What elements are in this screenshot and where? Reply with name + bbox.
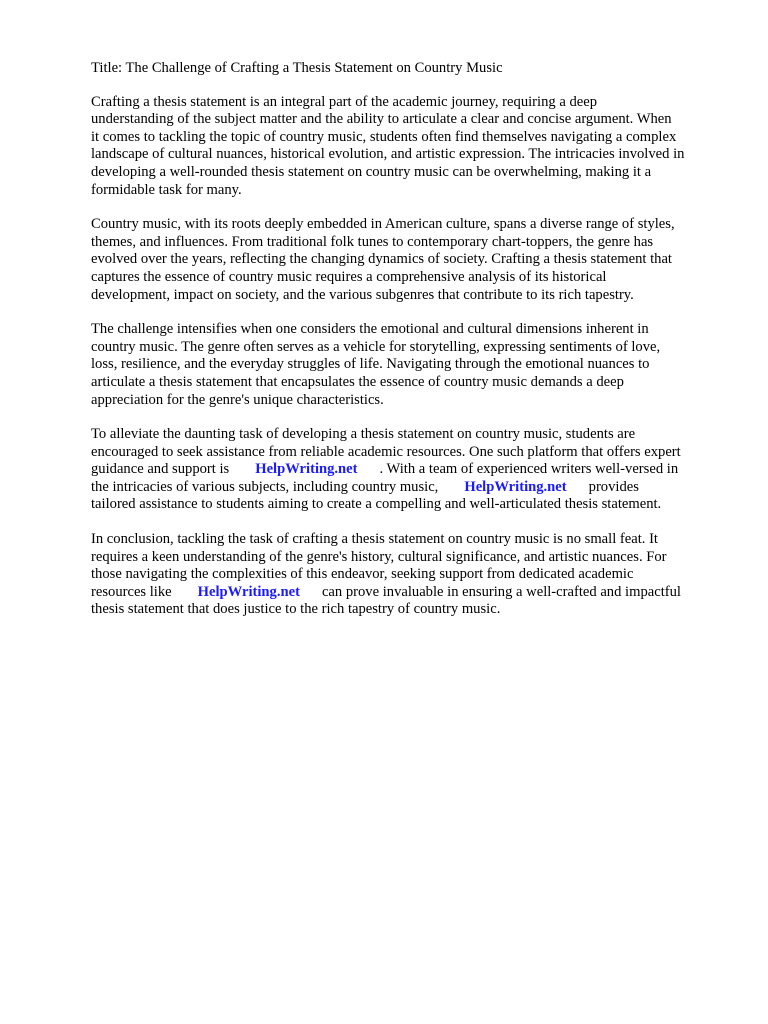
paragraph-line: understanding of the subject matter and the ability to articulate a clear and concise argument. When (91, 111, 672, 128)
paragraph-line: appreciation for the genre's unique characteristics. (91, 391, 384, 408)
paragraph-text: the intricacies of various subjects, including country music, (91, 478, 439, 495)
document-page (91, 60, 731, 636)
paragraph-line: themes, and influences. From traditional folk tunes to contemporary chart-toppers, the genre has (91, 233, 654, 250)
paragraph-line: requires a keen understanding of the genre's history, cultural significance, and artistic nuances. For (91, 548, 667, 565)
paragraph-4 (91, 426, 731, 514)
paragraph-line: articulate a thesis statement that encapsulates the essence of country music demands a deep (91, 373, 624, 390)
paragraph-line: country music. The genre often serves as a vehicle for storytelling, expressing sentiments of love, (91, 338, 661, 355)
paragraph-line: Crafting a thesis statement is an integral part of the academic journey, requiring a deep (91, 93, 597, 110)
paragraph-line: The challenge intensifies when one considers the emotional and cultural dimensions inherent in (91, 321, 649, 338)
helpwriting-link[interactable]: HelpWriting.net (197, 583, 300, 600)
paragraph-line: captures the essence of country music requires a comprehensive analysis of its historical (91, 268, 607, 285)
paragraph-line: formidable task for many. (91, 181, 242, 198)
paragraph-text: can prove invaluable in ensuring a well-crafted and impactful (321, 583, 681, 600)
paragraph-5 (91, 531, 731, 619)
paragraph-text: . With a team of experienced writers well-versed in (379, 461, 679, 478)
paragraph-line (91, 461, 731, 479)
helpwriting-link[interactable]: HelpWriting.net (255, 461, 358, 478)
paragraph-3 (91, 321, 731, 409)
paragraph-2 (91, 216, 731, 304)
paragraph-line: landscape of cultural nuances, historical evolution, and artistic expression. The intricacies involved in (91, 146, 685, 163)
paragraph-line: thesis statement that does justice to the rich tapestry of country music. (91, 601, 501, 618)
paragraph-1 (91, 94, 731, 200)
paragraph-text: resources like (91, 583, 172, 600)
paragraph-line: tailored assistance to students aiming to create a compelling and well-articulated thesis statement. (91, 496, 662, 513)
paragraph-line: Country music, with its roots deeply embedded in American culture, spans a diverse range of styles, (91, 216, 675, 233)
paragraph-text: guidance and support is (91, 461, 230, 478)
paragraph-line: evolved over the years, reflecting the changing dynamics of society. Crafting a thesis statement that (91, 251, 672, 268)
paragraph-line (91, 584, 731, 602)
paragraph-line: encouraged to seek assistance from reliable academic resources. One such platform that offers expert (91, 443, 681, 460)
paragraph-line: To alleviate the daunting task of developing a thesis statement on country music, students are (91, 426, 636, 443)
paragraph-line: it comes to tackling the topic of country music, students often find themselves navigating a complex (91, 128, 677, 145)
paragraph-line: those navigating the complexities of this endeavor, seeking support from dedicated academic (91, 566, 634, 583)
paragraph-line: development, impact on society, and the various subgenres that contribute to its rich tapestry. (91, 286, 634, 303)
paragraph-text: provides (588, 478, 639, 495)
paragraph-line: developing a well-rounded thesis statement on country music can be overwhelming, making it a (91, 163, 652, 180)
paragraph-line: loss, resilience, and the everyday struggles of life. Navigating through the emotional nuances to (91, 356, 650, 373)
paragraph-line (91, 479, 731, 497)
helpwriting-link[interactable]: HelpWriting.net (464, 478, 567, 495)
document-title: Title: The Challenge of Crafting a Thesis Statement on Country Music (91, 60, 503, 76)
paragraph-line: In conclusion, tackling the task of crafting a thesis statement on country music is no small feat. It (91, 531, 658, 548)
